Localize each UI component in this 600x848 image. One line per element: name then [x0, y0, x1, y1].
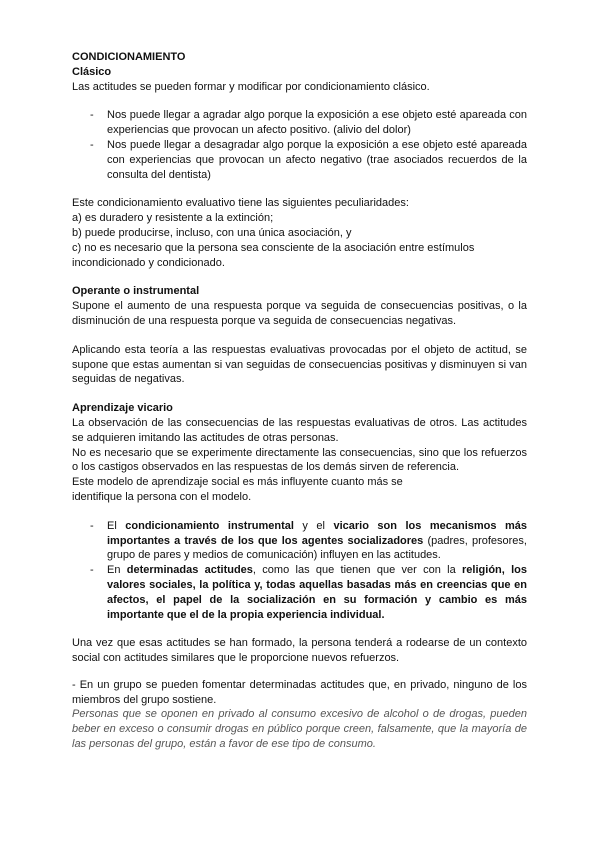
b2-text-2: , como las que tienen que ver con la — [252, 564, 463, 577]
vicario-paragraph-1: La observación de las consecuencias de las respuestas evaluativas de otros. Las actitudes se adquieren imitando las actitudes de otras personas. — [72, 416, 527, 444]
bullet-determinadas-actitudes — [72, 563, 527, 622]
b1-text-2: y el — [293, 519, 334, 532]
example-italic-paragraph: Personas que se oponen en privado al consumo excesivo de alcohol o de drogas, pueden beber en exceso o consumir drogas en público porque creen, falsamente, que la mayoría de las personas del grupo, están a favor de ese tipo de consumo. — [72, 708, 527, 751]
b1-bold-1: condicionamiento instrumental — [125, 519, 294, 532]
bullet-agentes-socializadores — [72, 519, 527, 563]
peculiarities-intro: Este condicionamiento evaluativo tiene las siguientes peculiaridades: — [72, 197, 409, 210]
b2-bold-2: religión, los valores sociales, la política y, todas aquellas basadas más en creencias que en afectos, el papel de la socialización en su formación y cambio es más importante que el de la propia experiencia individual. — [107, 564, 528, 621]
vicario-paragraph-3b: identifique la persona con el modelo. — [72, 490, 252, 503]
group-paragraph: - En un grupo se pueden fomentar determinadas actitudes que, en privado, ninguno de los miembros del grupo sostiene. — [72, 678, 527, 706]
b2-text-1: En — [107, 564, 127, 577]
b1-bold-2: vicario son los mecanismos más importantes a través de los que los agentes socializadores — [107, 519, 527, 547]
peculiarity-a: a) es duradero y resistente a la extinción; — [72, 212, 274, 225]
b1-text-1: El — [107, 519, 126, 532]
b2-bold-1: determinadas actitudes — [126, 564, 253, 577]
peculiarity-b: b) puede producirse, incluso, con una única asociación, y — [72, 226, 352, 239]
socialization-bullet-list — [72, 519, 527, 623]
clasico-intro: Las actitudes se pueden formar y modificar por condicionamiento clásico. — [72, 80, 430, 93]
clasico-bullet-positive: - Nos puede llegar a agradar algo porque la exposición a ese objeto esté apareada con experiencias que provocan un afecto positivo. (alivio del dolor) — [72, 108, 527, 138]
vicario-paragraph-2: No es necesario que se experimente directamente las consecuencias, sino que los refuerzos o los castigos observados en las respuestas de los demás sirven de referencia. — [72, 446, 527, 474]
document-title: CONDICIONAMIENTO — [72, 51, 186, 63]
clasico-bullet-negative: - Nos puede llegar a desagradar algo porque la exposición a ese objeto esté apareada con experiencias que provocan un afecto negativo (trae asociados recuerdos de la consulta del dentista) — [72, 138, 527, 182]
operante-paragraph-2: Aplicando esta teoría a las respuestas evaluativas provocadas por el objeto de actitud, se supone que estas aumentan si van seguidas de consecuencias positivas y disminuyen si van seguidas de negativas. — [72, 343, 527, 386]
operante-paragraph-1: Supone el aumento de una respuesta porque va seguida de consecuencias positivas, o la disminución de una respuesta porque va seguida de consecuencias negativas. — [72, 300, 527, 327]
vicario-paragraph-3a: Este modelo de aprendizaje social es más influyente cuanto más se — [72, 476, 403, 489]
b1-text-3: (padres, profesores, grupo de pares y medios de comunicación) influyen en las actitudes. — [107, 534, 527, 562]
heading-vicario: Aprendizaje vicario — [72, 402, 173, 415]
heading-operante: Operante o instrumental — [72, 285, 200, 298]
clasico-bullet-list — [72, 108, 527, 182]
heading-clasico: Clásico — [72, 65, 112, 78]
closing-paragraph: Una vez que esas actitudes se han formado, la persona tenderá a rodearse de un contexto social con actitudes similares que le proporcione nuevos refuerzos. — [72, 637, 527, 665]
peculiarity-c: c) no es necesario que la persona sea consciente de la asociación entre estímulos incondicionado y condicionado. — [72, 241, 475, 269]
